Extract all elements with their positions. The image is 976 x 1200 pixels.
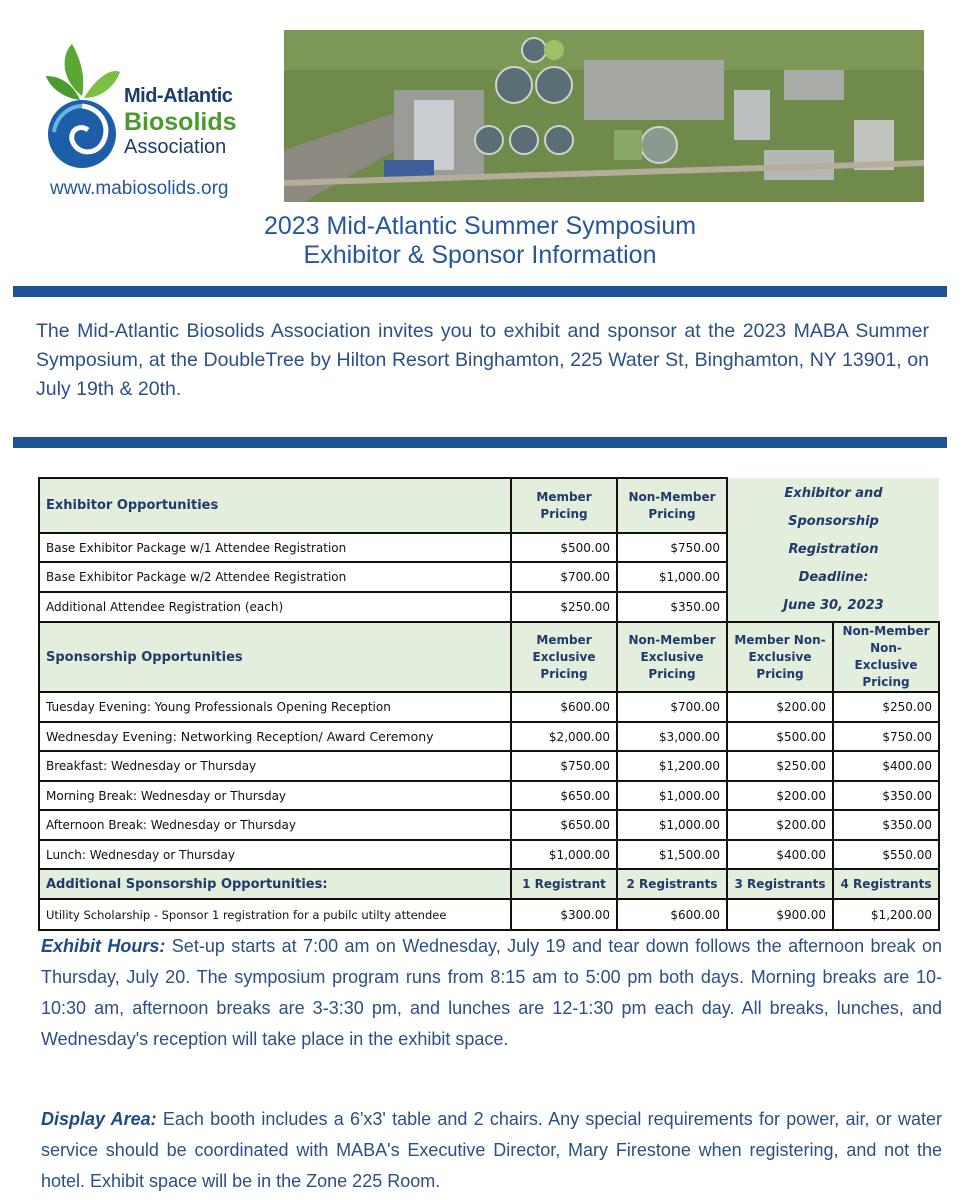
display-area-paragraph [41,1104,942,1197]
sponsorship-col: Non-Member Non-Exclusive Pricing [833,622,939,692]
table-row [39,899,939,930]
price-cell: $600.00 [511,692,617,722]
logo-line-3: Association [124,136,227,159]
table-row [39,692,939,722]
additional-label: Utility Scholarship - Sponsor 1 registration for a pubilc utilty attendee [39,899,511,930]
title-line-2: Exhibitor & Sponsor Information [303,241,657,269]
price-cell: $1,200.00 [617,751,727,781]
divider-top [13,286,947,297]
treatment-plant-photo-icon [284,30,924,202]
title-line-1: 2023 Mid-Atlantic Summer Symposium [263,212,697,240]
exhibitor-col-member: Member Pricing [511,478,617,533]
intro-paragraph: The Mid-Atlantic Biosolids Association invites you to exhibit and sponsor at the 2023 MABA Summer Symposium, at the DoubleTree by Hilton Resort Binghamton, 225 Water St, Binghamton, NY 13901, on July 19th & 20th. [36,320,929,400]
deadline-line-4: Deadline: [798,569,869,585]
registrant-col: 1 Registrant [511,869,617,899]
table-row [39,751,939,781]
sponsorship-label: Breakfast: Wednesday or Thursday [39,751,511,781]
price-cell: $300.00 [511,899,617,930]
sponsorship-header: Sponsorship Opportunities [39,622,511,692]
price-cell: $1,000.00 [617,781,727,810]
table-row [39,810,939,840]
sponsorship-col: Non-Member Exclusive Pricing [617,622,727,692]
page-title [0,212,960,270]
exhibitor-header-row [39,478,939,533]
registrant-col: 4 Registrants [833,869,939,899]
table-row [39,722,939,751]
price-cell: $2,000.00 [511,722,617,751]
sponsorship-label: Afternoon Break: Wednesday or Thursday [39,810,511,840]
registrant-col: 2 Registrants [617,869,727,899]
leaf-swirl-logo-icon [42,36,122,186]
aerial-photo [284,30,924,202]
price-cell: $600.00 [617,899,727,930]
sponsorship-header-row [39,622,939,692]
exhibitor-header: Exhibitor Opportunities [39,478,511,533]
price-cell: $1,000.00 [617,810,727,840]
exhibitor-nonmember-price: $350.00 [617,592,727,622]
website-link[interactable]: www.mabiosolids.org [50,178,229,199]
exhibit-hours-paragraph [41,931,942,1055]
price-cell: $1,500.00 [617,840,727,869]
exhibit-hours-label: Exhibit Hours: [41,936,166,956]
sponsorship-label: Tuesday Evening: Young Professionals Opening Reception [39,692,511,722]
price-cell: $550.00 [833,840,939,869]
logo-line-1: Mid-Atlantic [124,85,233,107]
exhibitor-label: Additional Attendee Registration (each) [39,592,511,622]
price-cell: $1,000.00 [511,840,617,869]
display-area-label: Display Area: [41,1109,157,1129]
price-cell: $400.00 [727,840,833,869]
display-area-text: Each booth includes a 6'x3' table and 2 chairs. Any special requirements for power, air, or water service should be coordinated with MABA's Executive Director, Mary Firestone when registering, and not the hotel. Exhibit space will be in the Zone 225 Room. [41,1109,942,1191]
price-cell: $750.00 [511,751,617,781]
deadline-line-3: Registration [788,541,879,557]
logo-line-2: Biosolids [124,108,237,136]
deadline-line-5: June 30, 2023 [783,597,884,613]
exhibitor-col-nonmember: Non-Member Pricing [617,478,727,533]
price-cell: $200.00 [727,810,833,840]
price-cell: $200.00 [727,781,833,810]
price-cell: $250.00 [727,751,833,781]
exhibit-hours-text: Set-up starts at 7:00 am on Wednesday, July 19 and tear down follows the afternoon break on Thursday, July 20. The symposium program runs from 8:15 am to 5:00 pm both days. Morning breaks are 10-10:30 am, afternoon breaks are 3-3:30 pm, and lunches are 12-1:30 pm each day. All breaks, lunches, and Wednesday's reception will take place in the exhibit space. [41,936,942,1049]
exhibitor-label: Base Exhibitor Package w/2 Attendee Registration [39,562,511,592]
sponsorship-label: Wednesday Evening: Networking Reception/ Award Ceremony [39,722,511,751]
price-cell: $200.00 [727,692,833,722]
table-row [39,840,939,869]
sponsorship-col: Member Non-Exclusive Pricing [727,622,833,692]
price-cell: $400.00 [833,751,939,781]
exhibitor-nonmember-price: $750.00 [617,533,727,562]
deadline-line-1: Exhibitor and [784,485,883,501]
additional-header: Additional Sponsorship Opportunities: [39,869,511,899]
exhibitor-member-price: $250.00 [511,592,617,622]
divider-bottom [13,437,947,448]
exhibitor-member-price: $500.00 [511,533,617,562]
price-cell: $750.00 [833,722,939,751]
sponsorship-col: Member Exclusive Pricing [511,622,617,692]
price-cell: $700.00 [617,692,727,722]
price-cell: $900.00 [727,899,833,930]
price-cell: $650.00 [511,810,617,840]
exhibitor-member-price: $700.00 [511,562,617,592]
sponsorship-label: Lunch: Wednesday or Thursday [39,840,511,869]
deadline-line-2: Sponsorship [788,513,879,529]
price-cell: $3,000.00 [617,722,727,751]
price-cell: $650.00 [511,781,617,810]
registration-deadline [727,478,939,622]
exhibitor-label: Base Exhibitor Package w/1 Attendee Registration [39,533,511,562]
pricing-table [38,477,940,931]
registrant-col: 3 Registrants [727,869,833,899]
table-row [39,781,939,810]
price-cell: $500.00 [727,722,833,751]
exhibitor-nonmember-price: $1,000.00 [617,562,727,592]
price-cell: $350.00 [833,810,939,840]
sponsorship-label: Morning Break: Wednesday or Thursday [39,781,511,810]
price-cell: $350.00 [833,781,939,810]
price-cell: $1,200.00 [833,899,939,930]
additional-header-row [39,869,939,899]
price-cell: $250.00 [833,692,939,722]
